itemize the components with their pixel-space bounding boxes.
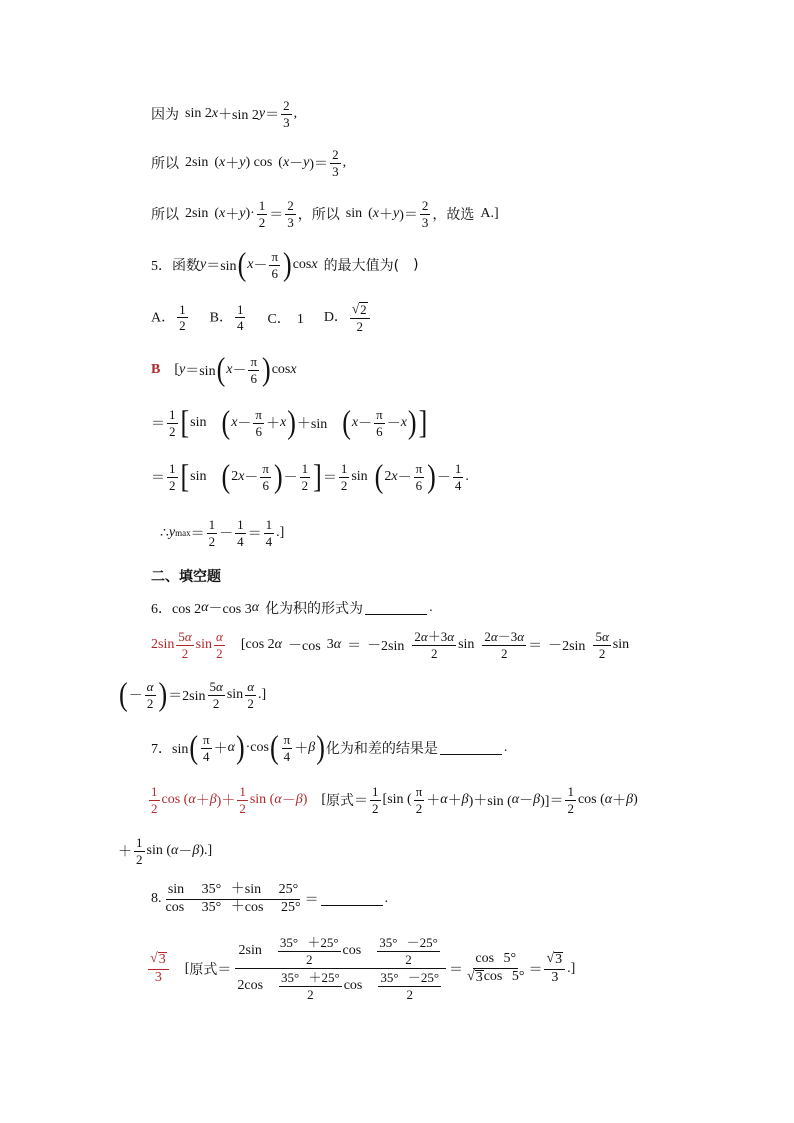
proof-line-2: 所以 2sin ( x ＋ y ) cos ( x － y )＝ $\frac{2}{3}$ , (151, 147, 347, 179)
proof-line-3: 所以 2sin ( x ＋ y )· $\frac{1}{2}$ ＝ $\frac{2}{3}$ ，所以 sin ( x ＋ y )＝ $\frac{2}{3}$ ，故选 A.] (151, 198, 499, 230)
answer-5-line-2: ＝ $\frac{1}{2}$ [ sin ( x － $\frac{\pi}{6}$ ＋ x ) ＋sin ( x － $\frac{\pi}{6}$ － x ) ] (151, 404, 428, 441)
question-5-options (151, 302, 372, 333)
answer-6: 2sin $\frac{5\alpha}{2}$ sin $\frac{\alpha}{2}$ (151, 629, 223, 661)
answer-5-line-4: ∴ y max ＝ $\frac{1}{2}$ － $\frac{1}{4}$ ＝ $\frac{1}{4}$ .] (160, 517, 285, 549)
question-8: 8. $\frac{\sin 35^\circ +\sin 25^\circ}{\cos 35^\circ +\cos 25^\circ}$ ＝ . (151, 882, 389, 915)
answer-6-line-2: ( － $\frac{\alpha}{2}$ ) ＝2sin $\frac{5\alpha}{2}$ sin $\frac{\alpha}{2}$ .] (119, 676, 267, 713)
answer-7-line-2: ＋ $\frac{1}{2}$ sin ( α － β ).] (118, 835, 213, 867)
option-a: A． $\frac{1}{2}$ (151, 301, 186, 334)
question-5: 5． 函数 y ＝sin ( x － $\frac{\pi}{6}$ ) cos x 的最大值为( ) (151, 246, 419, 283)
option-d: D． √ 2 2 (324, 302, 372, 333)
option-c: C． 1 (267, 311, 304, 327)
answer-8-line-1: √ 3 3 [ 原式 ＝ 2sin $\frac{35^\circ +25^\circ}{2}$ cos $\frac{35^\circ -25^\circ}{2}$ 2cos $\frac{35^\circ +25^\circ}{2}$ cos $\frac{35^\circ -25^\circ}{2}$ ＝ cos 5° √ 3 cos 5° ＝ √ 3 3 .] (150, 935, 576, 1002)
answer-7: $\frac{1}{2}$ cos ( α ＋ β )＋ $\frac{1}{2}$ sin ( α － β ) (151, 784, 308, 816)
answer-blank-8 (321, 893, 383, 906)
section-heading: 二、填空题 (151, 569, 221, 585)
answer-blank-7 (440, 742, 502, 755)
proof-line-1: 因为 sin 2 x ＋sin 2 y ＝ $\frac{2}{3}$ , (151, 98, 298, 130)
answer-7-line-1: $\frac{1}{2}$ cos ( α ＋ β )＋ $\frac{1}{2}$ sin ( α － β ) [ 原式 ＝ $\frac{1}{2}$ [sin ( $\frac{\pi}{2}$ ＋ α ＋ β )＋sin ( α － β )]＝ $\frac{1}{2}$ cos ( α ＋ β ) (147, 785, 638, 815)
answer-5-line-1: B [ y ＝sin ( x － $\frac{\pi}{6}$ ) cos x (151, 351, 297, 388)
question-6: 6．cos 2 α －cos 3 α 化为积的形式为 . (151, 600, 433, 617)
answer-6-line-1: 2sin $\frac{5\alpha}{2}$ sin $\frac{\alpha}{2}$ [cos 2 α －cos 3 α ＝ －2sin $\frac{2\alpha+3\alpha}{2}$ sin $\frac{2\alpha-3\alpha}{2}$ ＝ －2sin $\frac{5\alpha}{2}$ sin (151, 629, 630, 661)
answer-5-line-3: ＝ $\frac{1}{2}$ [ sin ( 2 x － $\frac{\pi}{6}$ ) － $\frac{1}{2}$ ] ＝ $\frac{1}{2}$ sin ( 2 x － $\frac{\pi}{6}$ ) － $\frac{1}{4}$ . (151, 458, 469, 495)
answer-blank-6 (365, 602, 427, 615)
option-b: B． $\frac{1}{4}$ (209, 301, 244, 334)
answer-8: √ 3 3 (148, 952, 169, 985)
question-7: 7．sin ( $\frac{\pi}{4}$ ＋ α ) ·cos ( $\frac{\pi}{4}$ ＋ β ) 化为和差的结果是 . (151, 729, 508, 766)
answer-5-letter: B (151, 362, 161, 378)
